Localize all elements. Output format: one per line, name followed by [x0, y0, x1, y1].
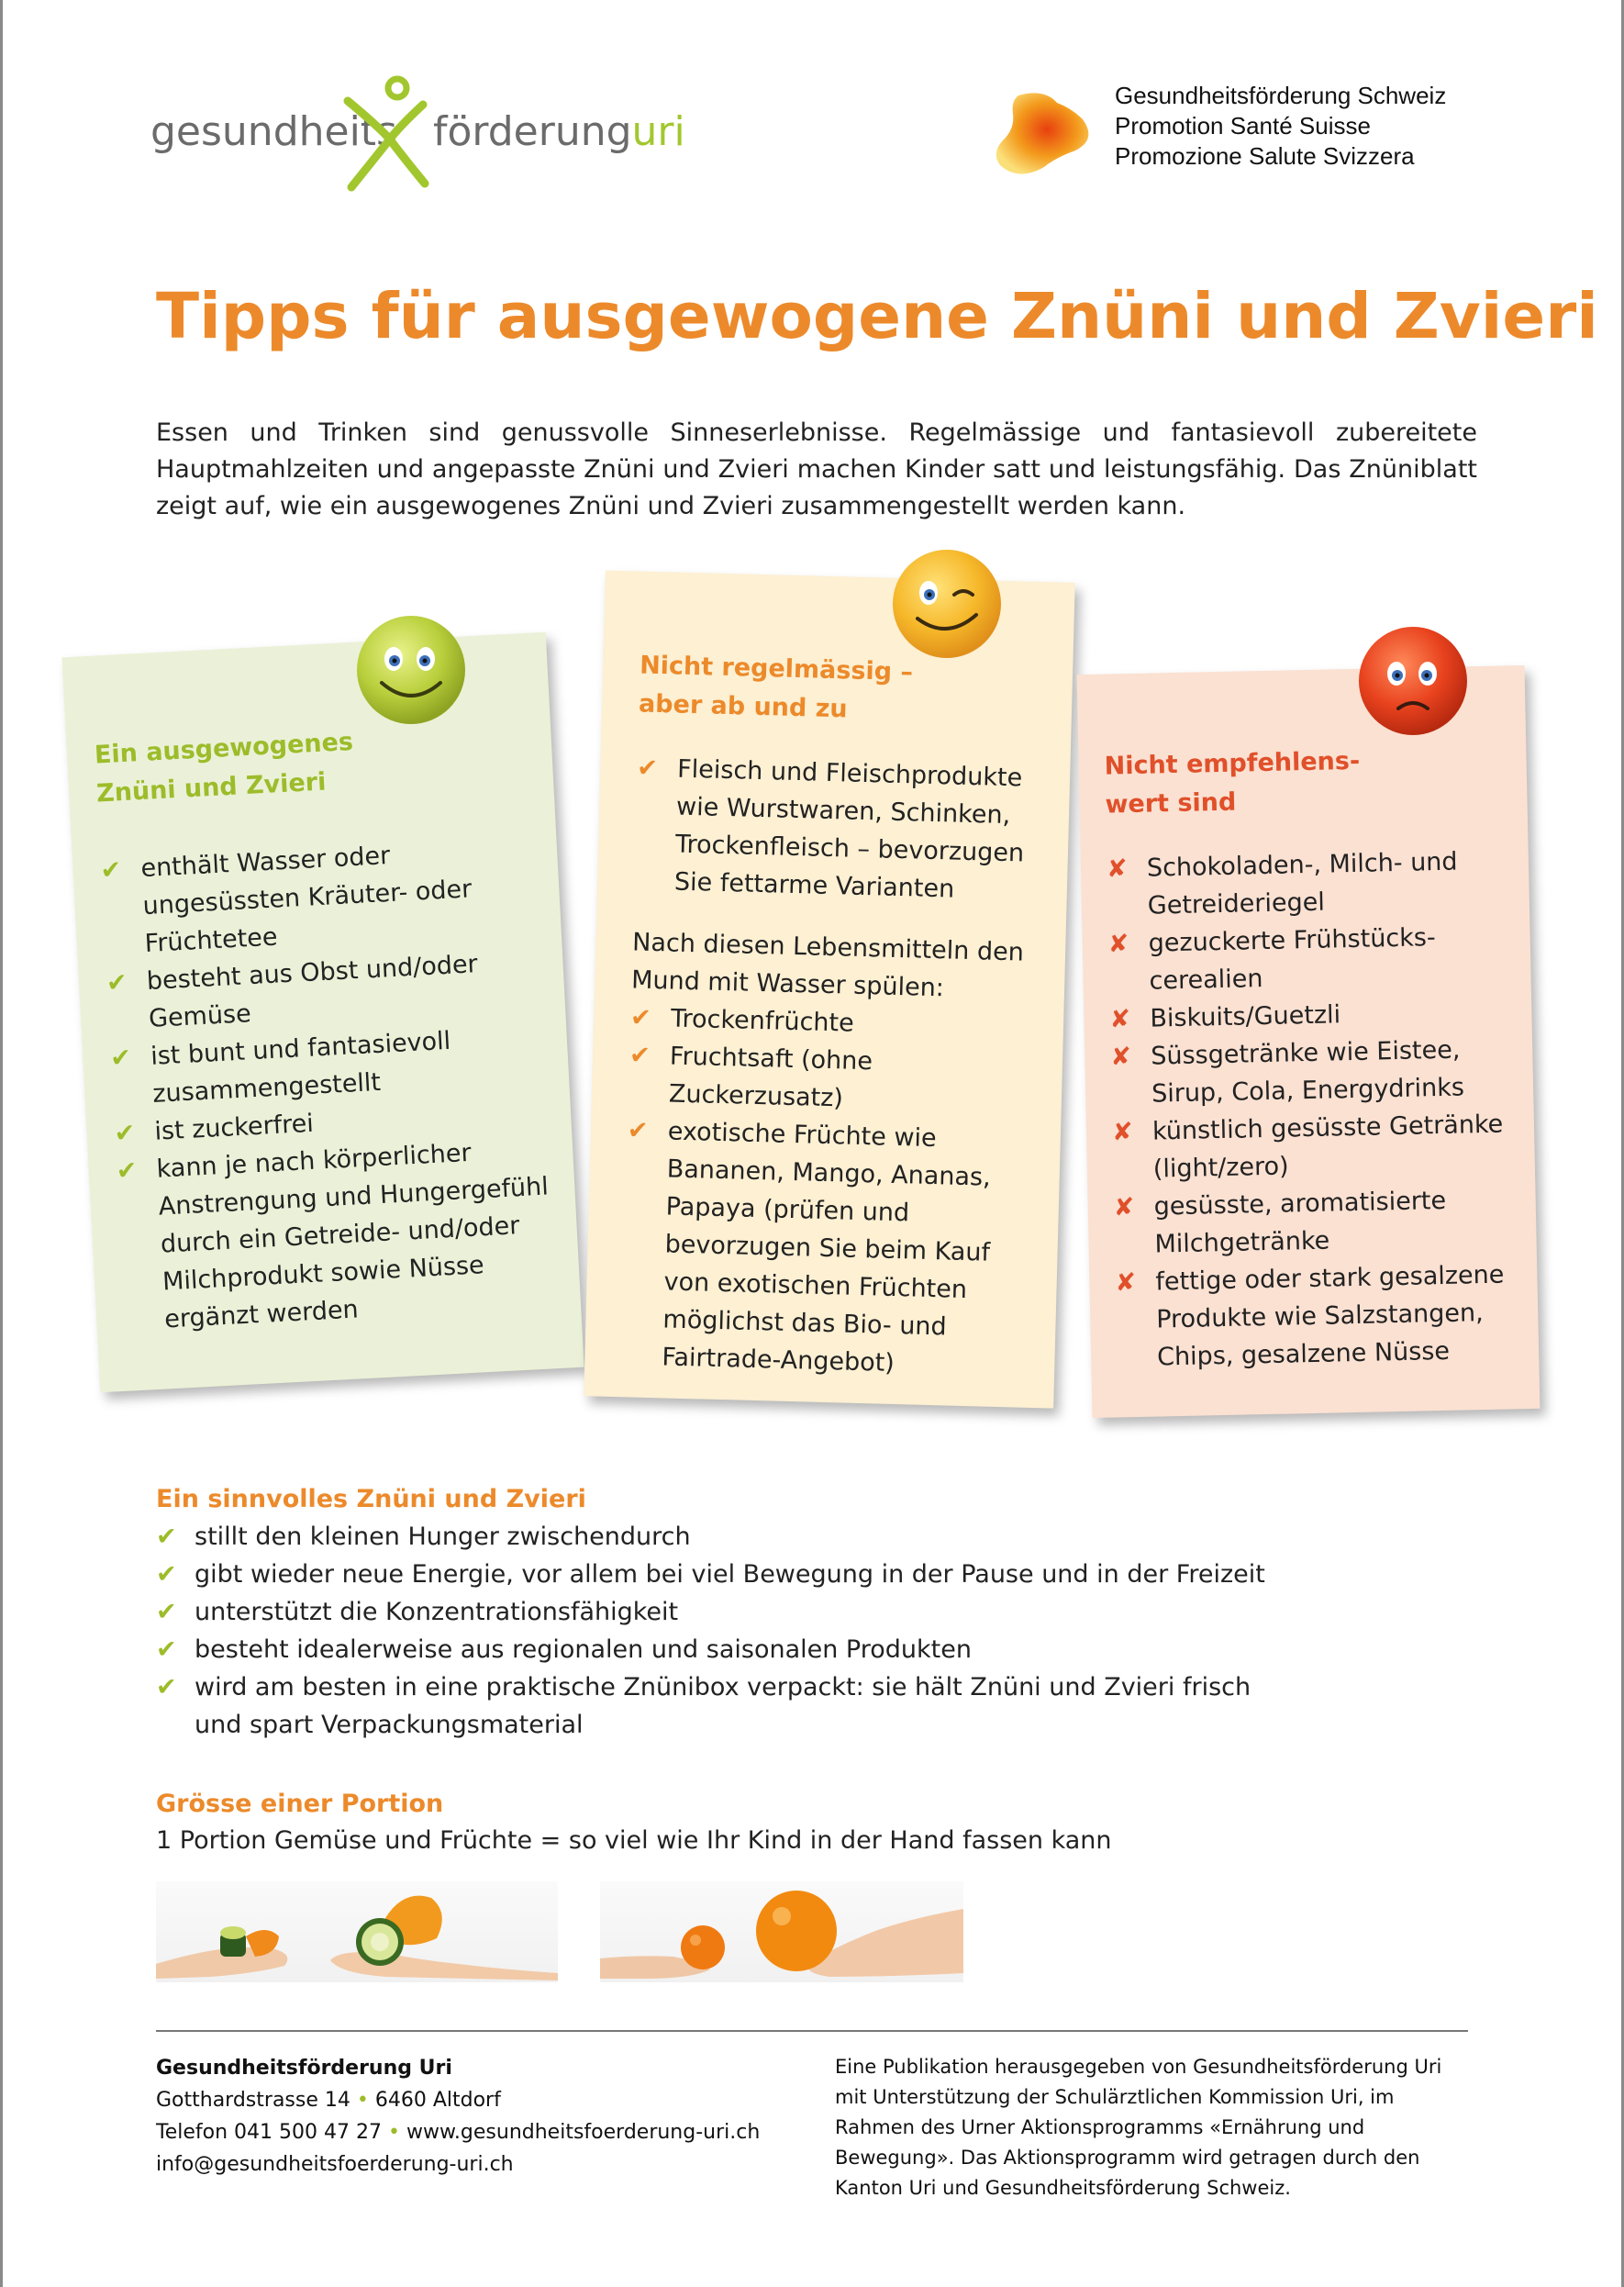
- gesundheitsfoerderung-uri-logo: [147, 73, 685, 193]
- cross-icon: ✘: [1106, 854, 1128, 884]
- logo-line-de: Gesundheitsförderung Schweiz: [1115, 82, 1447, 109]
- logo-word-foerderung-uri: [433, 108, 685, 155]
- footer-divider: [156, 2030, 1468, 2032]
- list-item-text: unterstützt die Konzentrationsfähigkeit: [195, 1598, 679, 1626]
- cross-icon: ✘: [1109, 1005, 1131, 1034]
- list-item-text: Biskuits/Guetzli: [1150, 1000, 1341, 1033]
- logo-word-foerderung: förderung: [433, 108, 632, 155]
- check-icon: ✔: [636, 753, 659, 784]
- check-icon: ✔: [113, 1118, 137, 1149]
- footer-contact: [156, 2052, 760, 2181]
- list-item-text: besteht idealerweise aus regionalen und saisonalen Produkten: [195, 1635, 972, 1664]
- list-item-text: ist zuckerfrei: [153, 1109, 315, 1146]
- check-icon: ✔: [156, 1598, 177, 1626]
- list-item-text: ist bunt und fantasievoll zusammengestellt: [150, 1026, 451, 1109]
- bullet-dot-icon: •: [356, 2089, 369, 2112]
- logo-line-it: Promozione Salute Svizzera: [1115, 142, 1415, 170]
- card-occasional-note: Nach diesen Lebensmitteln den Mund mit Wasser spülen:: [630, 928, 1025, 1003]
- footer-address: [156, 2084, 760, 2116]
- photo-vegetables-hands: [156, 1881, 558, 1982]
- check-icon: ✔: [106, 968, 128, 998]
- card-balanced-list: [100, 830, 562, 1341]
- footer-org-name: Gesundheitsförderung Uri: [156, 2057, 452, 2080]
- list-item-text: Süssgetränke wie Eistee, Sirup, Cola, Energydrinks: [1150, 1035, 1465, 1109]
- logo-word-uri: uri: [631, 108, 685, 155]
- list-item: [156, 1668, 1294, 1744]
- logo-figure-icon: [335, 73, 436, 193]
- section-portion-size-text: 1 Portion Gemüse und Früchte = so viel wie Ihr Kind in der Hand fassen kann: [156, 1826, 1112, 1855]
- cross-icon: ✘: [1107, 930, 1129, 959]
- list-item: [156, 1518, 1477, 1556]
- logo-line-fr: Promotion Santé Suisse: [1115, 112, 1371, 139]
- list-item-text: Fleisch und Fleischprodukte wie Wurstwaren, Schinken, Trockenfleisch – bevorzugen Sie fettarme Varianten: [673, 754, 1025, 904]
- list-item: [1112, 1105, 1519, 1188]
- card-not-recommended-list: [1107, 842, 1523, 1377]
- list-item: [1107, 842, 1514, 925]
- list-item-text: exotische Früchte wie Bananen, Mango, Ananas, Papaya (prüfen und bevorzugen Sie beim Kauf von exotischen Früchten möglichst das Bio- und Fairtrade-Angebot): [662, 1117, 992, 1378]
- list-item-text: Fruchtsaft (ohne Zuckerzusatz): [668, 1042, 873, 1113]
- list-item-text: gezuckerte Frühstücks-cerealien: [1148, 923, 1436, 996]
- cross-icon: ✘: [1113, 1193, 1135, 1222]
- bullet-dot-icon: •: [387, 2121, 400, 2144]
- list-item: [1107, 917, 1515, 1000]
- wink-smiley-icon: [890, 547, 1004, 661]
- footer-phone-web: [156, 2116, 760, 2148]
- list-item: [156, 1593, 1477, 1631]
- list-item: [156, 1631, 1477, 1668]
- flame-logo-icon: [991, 86, 1101, 187]
- card-balanced: [61, 632, 584, 1393]
- footer-phone: Telefon 041 500 47 27: [156, 2121, 382, 2144]
- list-item-text: besteht aus Obst und/oder Gemüse: [146, 950, 479, 1033]
- cross-icon: ✘: [1109, 1043, 1132, 1072]
- list-item-text: stillt den kleinen Hunger zwischendurch: [195, 1523, 691, 1551]
- page-title: Tipps für ausgewogene Znüni und Zvieri: [156, 280, 1598, 353]
- check-icon: ✔: [115, 1155, 139, 1187]
- check-icon: ✔: [156, 1673, 177, 1701]
- list-item-text: Schokoladen-, Milch- und Getreideriegel: [1146, 847, 1458, 920]
- list-item: [116, 1130, 562, 1341]
- list-item-text: gibt wieder neue Energie, vor allem bei viel Bewegung in der Pause und in der Freizeit: [195, 1560, 1265, 1589]
- card-balanced-title-line: Ein ausgewogenes: [94, 727, 354, 770]
- list-item-text: wird am besten in eine praktische Znünibox verpackt: sie hält Znüni und Zvieri frisch und spart Verpackungsmaterial: [195, 1673, 1251, 1739]
- check-icon: ✔: [156, 1523, 177, 1551]
- cross-icon: ✘: [1111, 1118, 1133, 1147]
- portion-photos: [156, 1881, 963, 1982]
- list-item-text: enthält Wasser oder ungesüssten Kräuter- oder Früchtetee: [139, 841, 473, 959]
- photo-fruit-hands: [600, 1881, 963, 1982]
- check-icon: ✔: [99, 855, 123, 886]
- card-not-recommended-title-line: wert sind: [1105, 787, 1237, 820]
- check-icon: ✔: [156, 1635, 177, 1664]
- section-portion-size: [156, 1786, 1477, 1859]
- list-item-text: kann je nach körperlicher Anstrengung und Hungergefühl durch ein Getreide- und/oder Milchprodukt sowie Nüsse ergänzt werden: [155, 1138, 550, 1334]
- vegetable-in-hand-icon: [156, 1881, 558, 1982]
- check-icon: ✔: [629, 1003, 652, 1032]
- list-item-text: künstlich gesüsste Getränke (light/zero): [1151, 1110, 1504, 1184]
- footer-publication-note: Eine Publikation herausgegeben von Gesundheitsförderung Uri mit Unterstützung der Schulärztlichen Kommission Uri, im Rahmen des Urner Aktionsprogramms «Ernährung und Bewegung». Das Aktionsprogramm wird getragen durch den Kanton Uri und Gesundheitsförderung Schweiz.: [835, 2056, 1442, 2199]
- list-item: [621, 1111, 1044, 1386]
- logo-text-lines: [1115, 81, 1446, 172]
- sad-smiley-icon: [1356, 624, 1470, 738]
- gesundheitsfoerderung-schweiz-logo: [991, 81, 1505, 191]
- card-occasional-list-b: [621, 998, 1048, 1386]
- list-item-text: gesüsste, aromatisierte Milchgetränke: [1153, 1186, 1447, 1259]
- list-item-text: fettige oder stark gesalzene Produkte wie Salzstangen, Chips, gesalzene Nüsse: [1155, 1260, 1505, 1372]
- check-icon: ✔: [109, 1043, 132, 1074]
- section-sensible-snack-title: Ein sinnvolles Znüni und Zvieri: [156, 1485, 586, 1513]
- logo-word-gesundheits: gesundheits: [150, 108, 397, 155]
- card-occasional: [584, 570, 1074, 1408]
- list-item: [1110, 1030, 1518, 1113]
- list-item-text: Trockenfrüchte: [670, 1004, 855, 1038]
- check-icon: ✔: [156, 1560, 177, 1589]
- check-icon: ✔: [628, 1041, 651, 1070]
- list-item: [628, 1036, 1046, 1122]
- list-item: [633, 749, 1053, 910]
- footer-website-link[interactable]: www.gesundheitsfoerderung-uri.ch: [406, 2121, 761, 2144]
- section-sensible-snack: [156, 1481, 1477, 1744]
- intro-paragraph: Essen und Trinken sind genussvolle Sinneserlebnisse. Regelmässige und fantasievoll zubereitete Hauptmahlzeiten und angepasste Znüni und Zvieri machen Kinder satt und leistungsfähig. Das Znüniblatt zeigt auf, wie ein ausgewogenes Znüni und Zvieri zusammengestellt werden kann.: [156, 418, 1477, 520]
- card-occasional-title-line: Nicht regelmässig –: [639, 651, 914, 687]
- list-item: [1115, 1255, 1522, 1377]
- list-item: [1113, 1180, 1520, 1264]
- card-balanced-title-line: Znüni und Zvieri: [95, 767, 328, 809]
- card-not-recommended: [1077, 665, 1541, 1418]
- footer-city: 6460 Altdorf: [374, 2089, 501, 2112]
- card-occasional-title-line: aber ab und zu: [638, 689, 849, 724]
- footer-street: Gotthardstrasse 14: [156, 2089, 350, 2112]
- cross-icon: ✘: [1115, 1267, 1137, 1298]
- section-sensible-snack-list: [156, 1518, 1477, 1744]
- fruit-in-hand-icon: [600, 1881, 963, 1982]
- footer-email-link[interactable]: info@gesundheitsfoerderung-uri.ch: [156, 2153, 514, 2176]
- check-icon: ✔: [627, 1116, 649, 1145]
- card-not-recommended-title: [1104, 739, 1511, 824]
- card-not-recommended-title-line: Nicht empfehlens-: [1104, 746, 1361, 781]
- list-item: [156, 1556, 1477, 1593]
- card-occasional-list-a: [633, 749, 1053, 910]
- section-portion-size-title: Grösse einer Portion: [156, 1790, 444, 1818]
- card-balanced-title: [94, 714, 534, 814]
- happy-smiley-icon: [354, 613, 468, 727]
